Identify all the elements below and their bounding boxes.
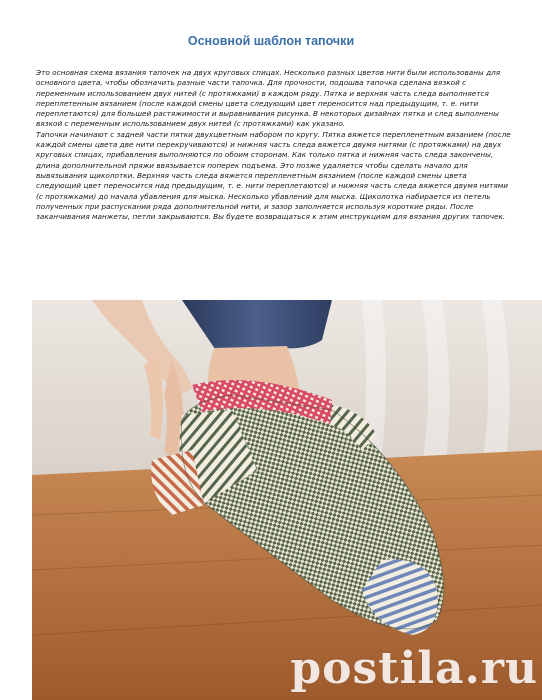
paragraph-2: Тапочки начинают с задней части пятки двухцветным набором по кругу. Пятка вяжется перепленетным вязанием (после каждой смены цвета две нити перекручиваются) и нижняя часть следа вяжется двумя нитями (с протяжками) на двух круговых спицах, прибавления выполняются по обоим сторонам. Как только пятка и нижняя часть следа закончены, длина дополнительной пряжи ввязывается поперек подъема. Это позже удаляется чтобы сделать начало для вывязывания щиколотки. Верхняя часть следа вяжется перепленетным вязанием (после каждой смены цвета следующий цвет переносится над предыдущим, т. е. нити переплетаются) и нижняя часть следа вяжется двумя нитями (с протяжками) до начала убавления для мыска. Несколько убавлений для мыска. Щиколотка набирается из петель полученных при распускании ряда дополнительной нити, и зазор заполняется используя короткие ряды. После заканчивания манжеты, петли закрываются. Вы будете возвращаться к этим инструкциям для вязания других тапочек. — [36, 129, 511, 222]
slipper-photo — [32, 300, 542, 700]
article-body — [36, 68, 514, 222]
page-title: Основной шаблон тапочки — [187, 34, 355, 48]
knitted-slipper-illustration — [32, 300, 542, 700]
paragraph-1: Это основная схема вязания тапочек на двух круговых спицах. Несколько разных цветов нити были использованы для основного цвета, чтобы обозначить разные части тапочка. Для прочности, подошва тапочка сделана вязкой с переменным использованием двух нитей (с протяжками) в каждом ряду. Пятка и верхняя часть следа выполняется переплетенным вязанием (после каждой смены цвета следующий цвет переносится над предыдущим, т. е. нити переплетаются) для большей растяжимости и выравнивания рисунка. В некоторых дизайнах пятка и след выполнены вязкой с переменным использованием двух нитей (с протяжками) как указано. — [36, 68, 501, 129]
watermark-logo: postila.ru — [290, 643, 538, 694]
